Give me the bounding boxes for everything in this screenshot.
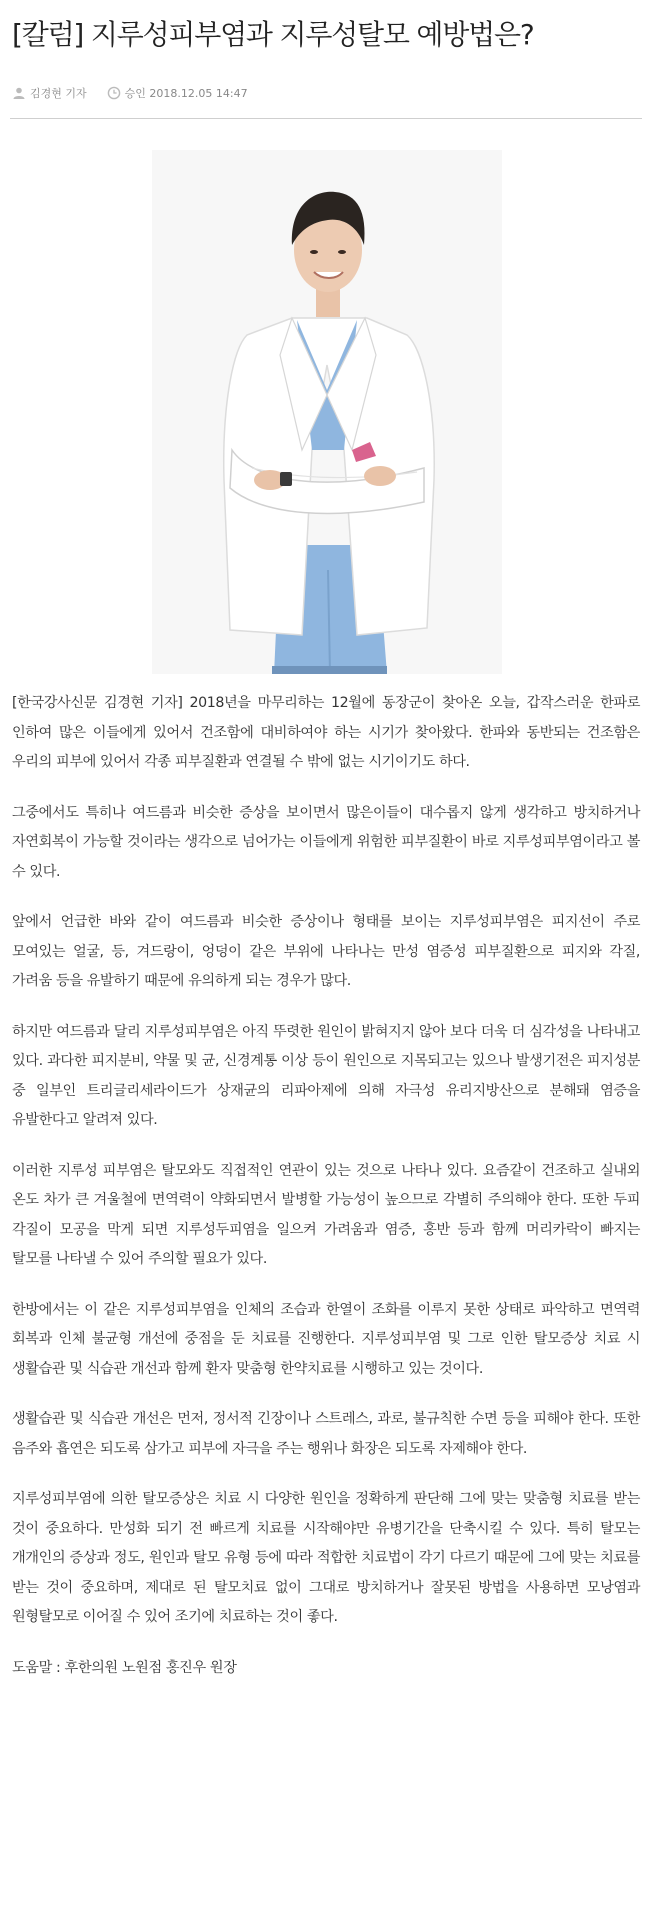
person-icon bbox=[12, 86, 26, 100]
approved-info bbox=[107, 85, 248, 101]
reporter-name[interactable]: 김경현 기자 bbox=[30, 87, 87, 100]
title-divider bbox=[10, 118, 642, 119]
doctor-portrait-image bbox=[152, 150, 502, 674]
article-paragraph: 한방에서는 이 같은 지루성피부염을 인체의 조습과 한열이 조화를 이루지 못한 상태로 파악하고 면역력 회복과 인체 불균형 개선에 중점을 둔 치료를 진행한다. 지루성피부염 및 그로 인한 탈모증상 치료 시 생활습관 및 식습관 개선과 함께 환자 맞춤형 한약치료를 시행하고 있는 것이다. bbox=[12, 1301, 640, 1377]
article-paragraph: 이러한 지루성 피부염은 탈모와도 직접적인 연관이 있는 것으로 나타나 있다. 요즘같이 건조하고 실내외 온도 차가 큰 겨울철에 면역력이 약화되면서 발병할 가능성이 높으므로 각별히 주의해야 한다. 또한 두피 각질이 모공을 막게 되면 지루성두피염을 일으켜 가려움과 염증, 홍반 등과 함께 머리카락이 빠지는 탈모를 나타낼 수 있어 주의할 필요가 있다. bbox=[12, 1162, 640, 1267]
article-title: [칼럼] 지루성피부염과 지루성탈모 예방법은? bbox=[12, 18, 534, 51]
article-photo bbox=[152, 150, 502, 674]
approved-date: 승인 2018.12.05 14:47 bbox=[124, 87, 248, 100]
article-paragraph: 앞에서 언급한 바와 같이 여드름과 비슷한 증상이나 형태를 보이는 지루성피부염은 피지선이 주로 모여있는 얼굴, 등, 겨드랑이, 엉덩이 같은 부위에 나타나는 만성 염증성 피부질환으로 피지와 각질, 가려움 등을 유발하기 때문에 유의하게 되는 경우가 많다. bbox=[12, 914, 640, 989]
article-paragraph: 하지만 여드름과 달리 지루성피부염은 아직 뚜렷한 원인이 밝혀지지 않아 보다 더욱 더 심각성을 나타내고 있다. 과다한 피지분비, 약물 및 균, 신경계통 이상 등이 원인으로 지목되고는 있으나 발생기전은 피지성분 중 일부인 트리글리세라이드가 상재균의 리파아제에 의해 자극성 유리지방산으로 분해돼 염증을 유발한다고 알려져 있다. bbox=[12, 1023, 640, 1128]
article-paragraph: 지루성피부염에 의한 탈모증상은 치료 시 다양한 원인을 정확하게 판단해 그에 맞는 맞춤형 치료를 받는 것이 중요하다. 만성화 되기 전 빠르게 치료를 시작해야만 유병기간을 단축시킬 수 있다. 특히 탈모는 개개인의 증상과 정도, 원인과 탈모 유형 등에 따라 적합한 치료법이 각기 다르기 때문에 그에 맞는 치료를 받는 것이 중요하며, 제대로 된 탈모치료 없이 그대로 방치하거나 잘못된 방법을 사용하면 모낭염과 원형탈모로 이어질 수 있어 조기에 치료하는 것이 좋다. bbox=[12, 1491, 640, 1625]
clock-icon bbox=[107, 86, 121, 100]
article-paragraph: 그중에서도 특히나 여드름과 비슷한 증상을 보이면서 많은이들이 대수롭지 않게 생각하고 방치하거나 자연회복이 가능할 것이라는 생각으로 넘어가는 이들에게 위험한 피부질환이 바로 지루성피부염이라고 볼 수 있다. bbox=[12, 804, 640, 880]
article-paragraph: [한국강사신문 김경현 기자] 2018년을 마무리하는 12월에 동장군이 찾아온 오늘, 갑작스러운 한파로 인하여 많은 이들에게 있어서 건조함에 대비하여야 하는 시기가 찾아왔다. 한파와 동반되는 건조함은 우리의 피부에 있어서 각종 피부질환과 연결될 수 밖에 없는 시기이기도 하다. bbox=[12, 695, 640, 770]
reporter-info bbox=[12, 85, 87, 101]
article-paragraph: 생활습관 및 식습관 개선은 먼저, 정서적 긴장이나 스트레스, 과로, 불규칙한 수면 등을 피해야 한다. 또한 음주와 흡연은 되도록 삼가고 피부에 자극을 주는 행위나 화장은 되도록 자제해야 한다. bbox=[12, 1411, 640, 1457]
article-meta bbox=[12, 83, 268, 103]
article-body bbox=[12, 689, 640, 1704]
article-credit: 도움말 : 후한의원 노원점 홍진우 원장 bbox=[12, 1659, 237, 1676]
